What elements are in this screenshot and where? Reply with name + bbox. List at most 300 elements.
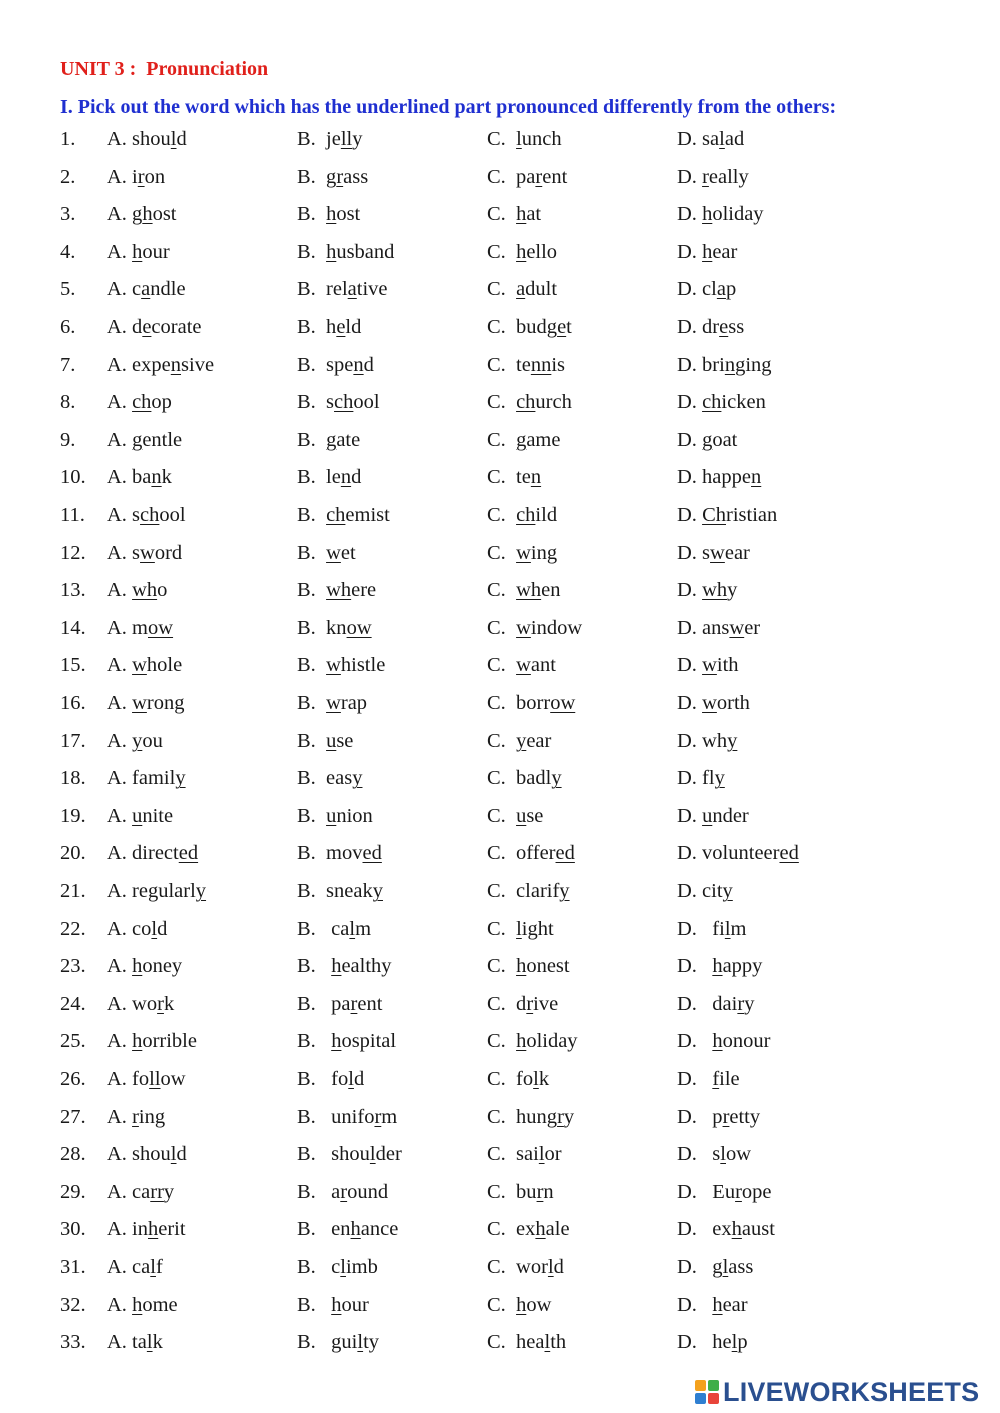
underlined-part: u [326,804,337,827]
option-c: C. hungry [487,1105,575,1128]
underlined-part: e [142,316,152,338]
underlined-part: h [148,1218,159,1241]
option-c: C. world [487,1256,564,1278]
underlined-part: l [547,1256,554,1278]
option-a: A. iron [107,165,166,188]
underlined-part: a [347,278,357,301]
option-d: D. dairy [677,992,755,1015]
option-d: D. bringing [677,353,772,376]
underlined-part: r [157,992,164,1015]
underlined-part: r [374,1105,382,1128]
underlined-part: l [340,1256,346,1278]
option-b: B. sneaky [297,880,383,902]
underlined-part: r [137,165,145,188]
option-a: A. cold [107,917,168,940]
underlined-part: n [151,466,162,489]
option-b: B. uniform [297,1105,398,1128]
option-d: D. salad [677,128,745,150]
question-row [0,1218,1000,1256]
underlined-part: l [731,1331,738,1354]
option-c: C. light [487,917,554,940]
underlined-part: y [132,729,143,752]
underlined-part: l [150,1256,156,1278]
option-c: C. year [487,729,552,752]
underlined-part: l [722,1256,729,1278]
underlined-part: r [702,165,709,188]
underlined-part: h [712,1030,723,1053]
question-number: 23. [60,955,86,978]
underlined-part: w [729,616,745,639]
option-c: C. sailor [487,1143,562,1166]
underlined-part: e [557,316,567,338]
question-row [0,579,1000,617]
question-number: 19. [60,804,86,827]
option-d: D. with [677,654,739,677]
liveworksheets-logo[interactable] [694,1377,979,1407]
underlined-part: l [516,917,522,940]
underlined-part: h [326,240,337,263]
underlined-part: ed [779,842,799,865]
underlined-part: y [372,880,383,902]
option-a: A. chop [107,391,172,414]
option-b: B. spend [297,353,374,376]
option-b: B. easy [297,767,363,790]
option-c: C. clarify [487,880,570,902]
option-d: D. dress [677,316,745,338]
instruction-heading: I. Pick out the word which has the underlined part pronounced differently from the others: [60,96,837,118]
question-row [0,542,1000,580]
question-row [0,654,1000,692]
question-row [0,278,1000,316]
underlined-part: r [350,992,358,1015]
question-row [0,354,1000,392]
underlined-part: l [369,1143,376,1166]
option-c: C. tennis [487,353,566,376]
question-row [0,617,1000,655]
question-row [0,805,1000,843]
option-a: A. hour [107,240,170,263]
underlined-part: l [538,1143,545,1166]
question-number: 16. [60,692,86,714]
underlined-part: h [712,955,723,978]
underlined-part: w [140,541,155,564]
question-number: 30. [60,1218,86,1241]
underlined-part: wh [516,579,542,602]
underlined-part: wh [132,579,158,602]
question-number: 32. [60,1293,86,1316]
question-row [0,1294,1000,1332]
question-row [0,918,1000,956]
underlined-part: h [702,203,713,226]
question-row [0,1143,1000,1181]
option-c: C. wing [487,541,558,564]
option-a: A. decorate [107,316,202,338]
option-a: A. school [107,504,186,526]
underlined-part: h [132,1030,143,1053]
option-b: B. calm [297,917,372,940]
question-number: 33. [60,1331,86,1354]
option-a: A. should [107,128,187,150]
option-a: A. sword [107,541,183,564]
option-d: D. Europe [677,1180,772,1203]
underlined-part: y [175,767,186,790]
option-a: A. work [107,992,175,1015]
underlined-part: g [516,428,527,451]
underlined-part: h [731,1218,742,1241]
question-number: 7. [60,353,76,376]
option-b: B. where [297,579,377,602]
question-row [0,692,1000,730]
underlined-part: r [536,1180,544,1203]
underlined-part: a [141,278,151,301]
option-b: B. shoulder [297,1143,402,1166]
option-b: B. hour [297,1293,369,1316]
underlined-part: y [559,880,570,902]
underlined-part: y [195,880,207,902]
underlined-part: h [331,1030,342,1053]
underlined-part: l [151,917,158,940]
underlined-part: r [722,1105,730,1128]
option-a: A. regularly [107,880,207,902]
option-d: D. clap [677,278,737,301]
option-b: B. chemist [297,504,390,526]
question-number: 12. [60,541,86,564]
option-c: C. when [487,579,561,602]
option-d: D. volunteered [677,842,799,865]
underlined-part: l [544,1331,551,1354]
underlined-part: r [737,992,745,1015]
option-c: C. burn [487,1180,554,1203]
question-number: 8. [60,391,76,414]
underlined-part: ed [178,842,199,865]
option-d: D. happen [677,466,762,489]
option-c: C. holiday [487,1030,578,1053]
question-number: 14. [60,616,86,639]
underlined-part: ch [702,391,722,414]
underlined-part: h [516,1030,527,1053]
option-d: D. help [677,1331,748,1354]
option-a: A. home [107,1293,178,1316]
underlined-part: y [727,729,738,752]
underlined-part: y [352,767,363,790]
underlined-part: w [516,616,531,639]
option-a: A. carry [107,1180,175,1203]
option-d: D. holiday [677,203,764,226]
option-c: C. ten [487,466,542,489]
liveworksheets-logo-icon [694,1379,720,1405]
option-c: C. child [487,504,558,526]
option-b: B. climb [297,1256,378,1278]
option-d: D. answer [677,616,761,639]
question-number: 17. [60,729,86,752]
underlined-part: n [751,466,762,489]
underlined-part: wh [326,579,352,602]
option-c: C. game [487,428,561,451]
option-b: B. fold [297,1068,365,1090]
underlined-part: w [132,654,147,677]
option-a: A. ring [107,1105,166,1128]
underlined-part: ll [340,128,353,150]
option-a: A. bank [107,466,172,489]
underlined-part: g [132,428,143,451]
question-row [0,880,1000,918]
question-row [0,166,1000,204]
underlined-part: a [716,278,726,301]
underlined-part: w [702,692,717,714]
question-row [0,203,1000,241]
option-d: D. really [677,165,749,188]
option-b: B. use [297,729,354,752]
underlined-part: h [326,203,337,226]
underlined-part: g [326,428,337,451]
underlined-part: u [516,804,527,827]
question-row [0,504,1000,542]
underlined-part: h [132,1293,143,1316]
underlined-part: h [702,240,713,263]
option-b: B. gate [297,428,361,451]
underlined-part: u [132,804,143,827]
option-a: A. inherit [107,1218,186,1241]
underlined-part: e [719,316,729,338]
underlined-part: l [170,1143,177,1166]
underlined-part: l [720,1143,726,1166]
option-a: A. expensive [107,353,215,376]
question-number: 22. [60,917,86,940]
underlined-part: wh [702,579,728,602]
option-a: A. you [107,729,163,752]
question-row [0,429,1000,467]
option-a: A. should [107,1143,187,1166]
underlined-part: y [722,880,733,902]
underlined-part: w [710,541,725,564]
underlined-part: h [712,1293,723,1316]
option-a: A. honey [107,955,183,978]
question-row [0,767,1000,805]
underlined-part: h [516,1293,527,1316]
option-c: C. window [487,616,583,639]
option-a: A. calf [107,1256,163,1278]
underlined-part: l [719,128,725,150]
question-number: 15. [60,654,86,677]
option-c: C. honest [487,955,570,978]
underlined-part: r [526,992,534,1015]
option-d: D. film [677,917,747,940]
option-d: D. slow [677,1143,752,1166]
option-a: A. who [107,579,168,602]
underlined-part: r [535,165,543,188]
option-b: B. around [297,1180,389,1203]
question-row [0,466,1000,504]
underlined-part: l [533,1068,539,1090]
underlined-part: y [714,767,725,790]
underlined-part: rr [150,1180,164,1203]
option-b: B. moved [297,842,382,865]
option-b: B. wet [297,541,356,564]
question-number: 11. [60,504,85,526]
option-a: A. follow [107,1068,186,1090]
underlined-part: f [712,1068,720,1090]
question-number: 3. [60,203,76,226]
question-number: 9. [60,428,76,451]
question-number: 2. [60,165,76,188]
question-row [0,1106,1000,1144]
option-d: D. worth [677,692,750,714]
option-d: D. happy [677,955,763,978]
question-row [0,128,1000,166]
underlined-part: ow [346,616,372,639]
question-row [0,1181,1000,1219]
option-a: A. directed [107,842,199,865]
underlined-part: ch [516,391,536,414]
underlined-part: h [535,1218,546,1241]
underlined-part: w [326,654,341,677]
underlined-part: r [557,1105,564,1128]
question-row [0,730,1000,768]
underlined-part: n [340,466,352,489]
question-number: 26. [60,1068,86,1090]
underlined-part: l [170,128,177,150]
underlined-part: h [331,955,342,978]
option-d: D. glass [677,1256,754,1278]
underlined-part: w [516,541,531,564]
option-c: C. lunch [487,128,562,150]
underlined-part: ow [148,616,174,639]
underlined-part: n [724,353,736,376]
underlined-part: h [142,203,153,226]
option-b: B. husband [297,240,395,263]
option-c: C. budget [487,316,572,338]
option-a: A. unite [107,804,174,827]
option-a: A. gentle [107,428,183,451]
question-number: 1. [60,128,76,150]
option-d: D. file [677,1068,740,1090]
option-c: C. drive [487,992,559,1015]
option-b: B. hospital [297,1030,397,1053]
underlined-part: h [132,240,143,263]
question-row [0,993,1000,1031]
underlined-part: ch [140,504,160,526]
underlined-part: h [516,203,527,226]
question-row [0,316,1000,354]
underlined-part: w [516,654,531,677]
underlined-part: Ch [702,504,726,526]
underlined-part: e [336,316,346,338]
option-d: D. why [677,579,738,602]
underlined-part: w [326,692,341,714]
option-d: D. why [677,729,738,752]
underlined-part: ch [516,504,536,526]
question-number: 21. [60,880,86,902]
option-d: D. goat [677,428,738,451]
option-a: A. mow [107,616,174,639]
underlined-part: l [357,1331,364,1354]
underlined-part: l [349,917,356,940]
option-d: D. fly [677,767,725,790]
underlined-part: w [702,654,717,677]
underlined-part: l [516,128,522,150]
option-b: B. whistle [297,654,386,677]
question-number: 6. [60,316,76,338]
question-row [0,842,1000,880]
underlined-part: g [702,428,713,451]
option-b: B. school [297,391,380,414]
underlined-part: u [326,729,337,752]
option-b: B. enhance [297,1218,399,1241]
option-a: A. family [107,767,186,790]
option-b: B. healthy [297,955,392,978]
underlined-part: a [516,278,526,301]
option-d: D. exhaust [677,1218,775,1241]
option-a: A. talk [107,1331,163,1354]
option-c: C. how [487,1293,552,1316]
option-a: A. ghost [107,203,177,226]
underlined-part: ch [334,391,354,414]
underlined-part: r [340,1180,348,1203]
underlined-part: r [336,165,344,188]
option-c: C. hat [487,203,542,226]
option-d: D. hear [677,1293,748,1316]
option-b: B. union [297,804,373,827]
underlined-part: n [530,466,542,489]
option-c: C. folk [487,1068,550,1090]
question-number: 27. [60,1105,86,1128]
underlined-part: l [348,1068,354,1090]
question-number: 10. [60,466,86,489]
underlined-part: h [516,955,527,978]
underlined-part: nn [530,353,552,376]
underlined-part: r [132,1105,139,1128]
underlined-part: w [326,541,341,564]
question-number: 24. [60,992,86,1015]
option-c: C. hello [487,240,558,263]
option-b: B. jelly [297,128,363,150]
option-b: B. host [297,203,361,226]
underlined-part: y [551,767,562,790]
option-b: B. grass [297,165,369,188]
option-b: B. guilty [297,1331,380,1354]
question-row [0,241,1000,279]
question-number: 18. [60,767,86,790]
underlined-part: w [132,692,147,714]
option-b: B. parent [297,992,383,1015]
underlined-part: l [146,1331,153,1354]
option-d: D. chicken [677,391,766,414]
question-number: 5. [60,278,76,301]
option-d: D. swear [677,541,750,564]
option-c: C. want [487,654,556,677]
question-row [0,1030,1000,1068]
option-c: C. adult [487,278,558,301]
question-row [0,1068,1000,1106]
underlined-part: h [516,240,527,263]
underlined-part: l [724,917,731,940]
option-d: D. honour [677,1030,771,1053]
underlined-part: n [170,353,182,376]
underlined-part: ed [362,842,382,865]
option-d: D. hear [677,240,738,263]
question-row [0,1256,1000,1294]
option-a: A. wrong [107,692,185,714]
underlined-part: ll [149,1068,161,1090]
question-row [0,955,1000,993]
option-d: D. city [677,880,733,902]
option-c: C. health [487,1331,567,1354]
question-number: 31. [60,1256,86,1278]
question-number: 29. [60,1180,86,1203]
underlined-part: h [331,1293,342,1316]
underlined-part: r [735,1180,742,1203]
option-d: D. under [677,804,749,827]
